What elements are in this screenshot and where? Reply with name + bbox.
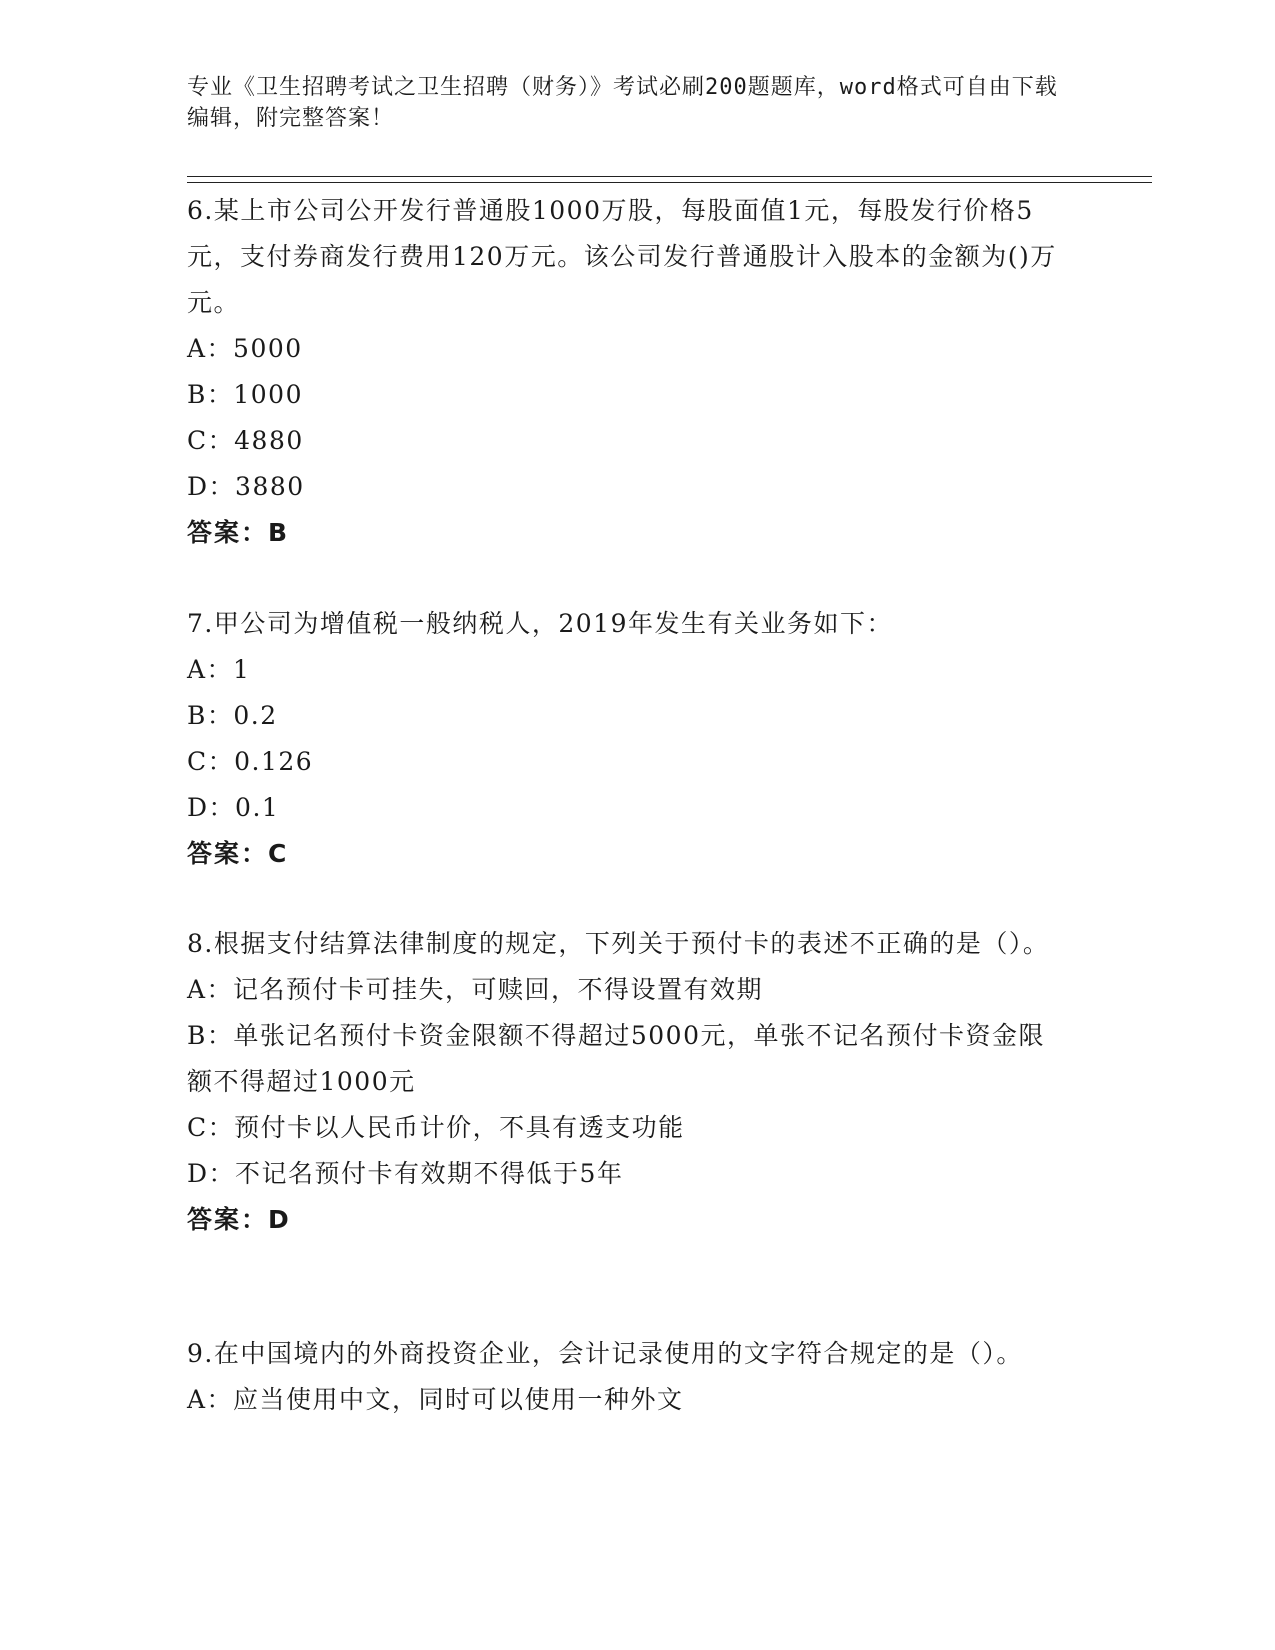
question-stem: 7.甲公司为增值税一般纳税人，2019年发生有关业务如下： — [187, 609, 893, 638]
question-stem: 8.根据支付结算法律制度的规定，下列关于预付卡的表述不正确的是（）。 — [187, 929, 1050, 958]
option-c: C：4880 — [187, 426, 304, 455]
question-7 — [187, 601, 1067, 877]
option-a: A：应当使用中文，同时可以使用一种外文 — [187, 1385, 684, 1414]
header-divider-double — [187, 182, 1152, 183]
option-d: D：3880 — [187, 472, 305, 501]
answer-label: 答案：D — [187, 1205, 291, 1234]
header-divider — [187, 176, 1152, 177]
option-a: A：记名预付卡可挂失，可赎回，不得设置有效期 — [187, 975, 764, 1004]
question-6 — [187, 188, 1067, 556]
document-header: 专业《卫生招聘考试之卫生招聘（财务）》考试必刷200题题库，word格式可自由下载编辑，附完整答案！ — [187, 75, 1058, 131]
option-b: B：单张记名预付卡资金限额不得超过5000元，单张不记名预付卡资金限额不得超过1000元 — [187, 1021, 1045, 1096]
answer-label: 答案：B — [187, 518, 290, 547]
option-c: C：预付卡以人民币计价，不具有透支功能 — [187, 1113, 685, 1142]
option-c: C：0.126 — [187, 747, 314, 776]
question-stem: 6.某上市公司公开发行普通股1000万股，每股面值1元，每股发行价格5元，支付券商发行费用120万元。该公司发行普通股计入股本的金额为()万元。 — [187, 196, 1057, 317]
option-a: A：5000 — [187, 334, 303, 363]
answer-label: 答案：C — [187, 839, 289, 868]
option-d: D：0.1 — [187, 793, 280, 822]
option-a: A：1 — [187, 655, 251, 684]
question-stem: 9.在中国境内的外商投资企业，会计记录使用的文字符合规定的是（）。 — [187, 1339, 1023, 1368]
option-d: D：不记名预付卡有效期不得低于5年 — [187, 1159, 624, 1188]
option-b: B：1000 — [187, 380, 303, 409]
option-b: B：0.2 — [187, 701, 278, 730]
question-9 — [187, 1331, 1067, 1423]
question-8 — [187, 921, 1067, 1243]
